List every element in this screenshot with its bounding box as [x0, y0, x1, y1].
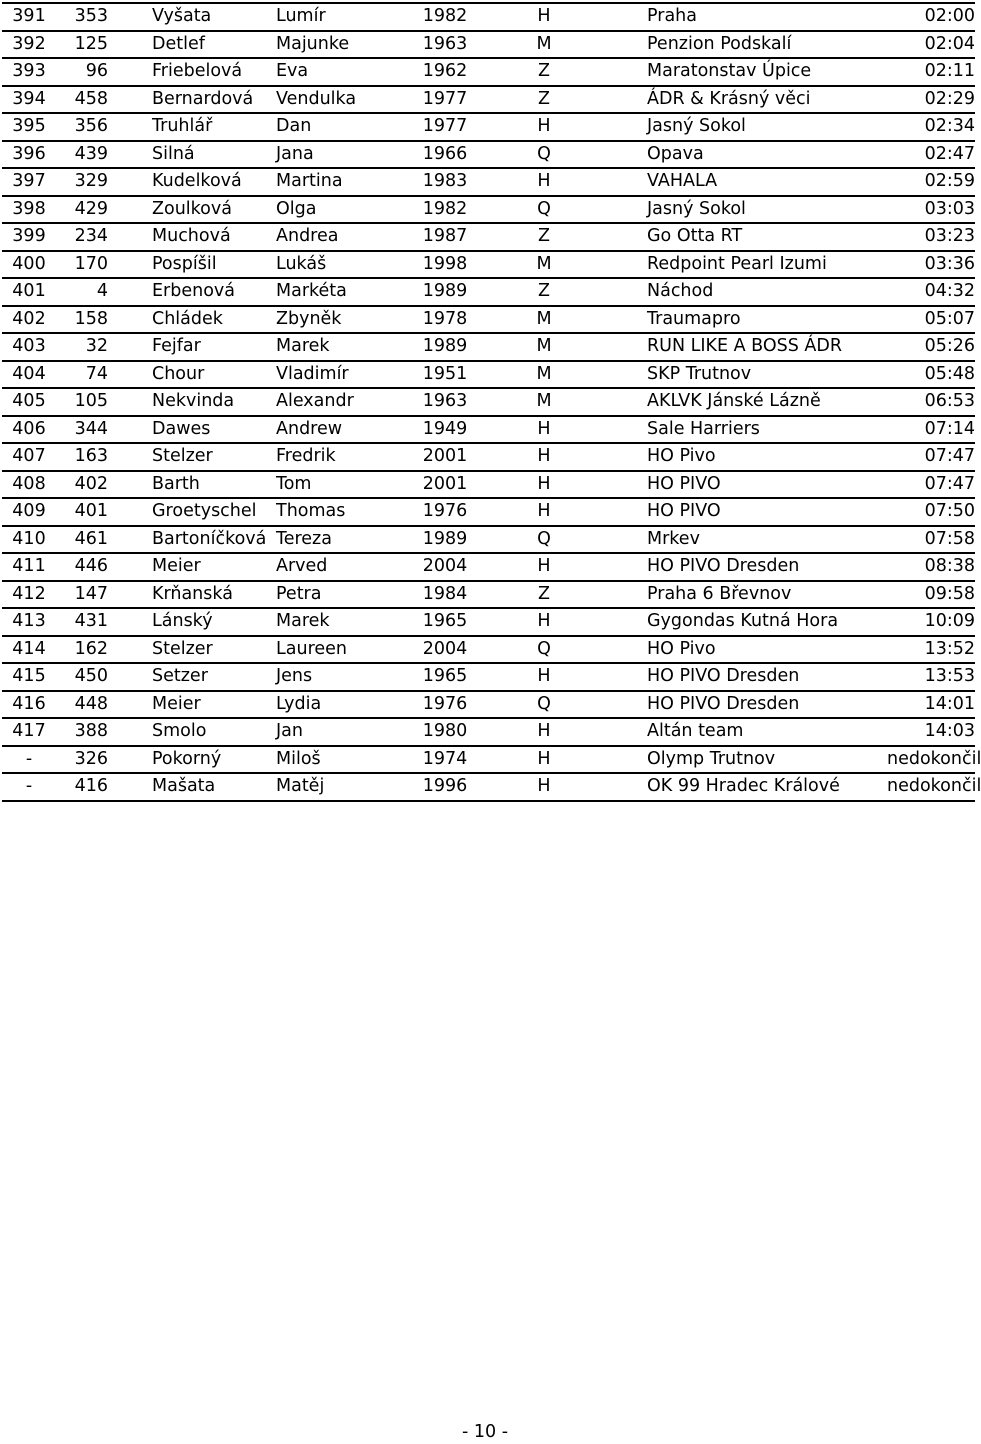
bib-cell: 401 — [56, 498, 114, 526]
time-cell: 03:23 — [887, 223, 975, 251]
category-cell: Z — [485, 86, 623, 114]
last-name-cell: Fejfar — [114, 333, 276, 361]
birth-year-cell: 1980 — [405, 718, 485, 746]
bib-cell: 353 — [56, 3, 114, 31]
last-name-cell: Bernardová — [114, 86, 276, 114]
bib-cell: 74 — [56, 361, 114, 389]
bib-cell: 439 — [56, 141, 114, 169]
category-cell: Z — [485, 278, 623, 306]
place-cell: 410 — [2, 526, 56, 554]
first-name-cell: Vendulka — [276, 86, 405, 114]
bib-cell: 329 — [56, 168, 114, 196]
club-cell: OK 99 Hradec Králové — [623, 773, 887, 801]
category-cell: H — [485, 498, 623, 526]
last-name-cell: Chládek — [114, 306, 276, 334]
time-cell: 07:58 — [887, 526, 975, 554]
place-cell: 415 — [2, 663, 56, 691]
category-cell: Q — [485, 141, 623, 169]
club-cell: Opava — [623, 141, 887, 169]
time-cell: 14:03 — [887, 718, 975, 746]
category-cell: Z — [485, 58, 623, 86]
category-cell: H — [485, 168, 623, 196]
bib-cell: 450 — [56, 663, 114, 691]
category-cell: H — [485, 553, 623, 581]
table-row — [2, 471, 975, 499]
category-cell: H — [485, 3, 623, 31]
bib-cell: 234 — [56, 223, 114, 251]
first-name-cell: Lumír — [276, 3, 405, 31]
place-cell: - — [2, 746, 56, 774]
bib-cell: 147 — [56, 581, 114, 609]
club-cell: Go Otta RT — [623, 223, 887, 251]
table-row — [2, 581, 975, 609]
time-cell: 13:53 — [887, 663, 975, 691]
last-name-cell: Stelzer — [114, 636, 276, 664]
table-row — [2, 498, 975, 526]
bib-cell: 446 — [56, 553, 114, 581]
birth-year-cell: 2001 — [405, 443, 485, 471]
table-row — [2, 306, 975, 334]
first-name-cell: Lydia — [276, 691, 405, 719]
bib-cell: 429 — [56, 196, 114, 224]
first-name-cell: Miloš — [276, 746, 405, 774]
club-cell: HO PIVO Dresden — [623, 663, 887, 691]
bib-cell: 402 — [56, 471, 114, 499]
category-cell: M — [485, 388, 623, 416]
bib-cell: 125 — [56, 31, 114, 59]
birth-year-cell: 2001 — [405, 471, 485, 499]
first-name-cell: Marek — [276, 333, 405, 361]
last-name-cell: Silná — [114, 141, 276, 169]
birth-year-cell: 1976 — [405, 691, 485, 719]
table-row — [2, 168, 975, 196]
time-cell: 03:03 — [887, 196, 975, 224]
place-cell: 395 — [2, 113, 56, 141]
club-cell: Jasný Sokol — [623, 113, 887, 141]
category-cell: H — [485, 113, 623, 141]
table-row — [2, 251, 975, 279]
first-name-cell: Lukáš — [276, 251, 405, 279]
place-cell: 391 — [2, 3, 56, 31]
club-cell: Náchod — [623, 278, 887, 306]
club-cell: Jasný Sokol — [623, 196, 887, 224]
bib-cell: 4 — [56, 278, 114, 306]
time-cell: 02:11 — [887, 58, 975, 86]
place-cell: 396 — [2, 141, 56, 169]
birth-year-cell: 1977 — [405, 86, 485, 114]
birth-year-cell: 1989 — [405, 333, 485, 361]
club-cell: SKP Trutnov — [623, 361, 887, 389]
first-name-cell: Jana — [276, 141, 405, 169]
category-cell: Z — [485, 581, 623, 609]
last-name-cell: Mašata — [114, 773, 276, 801]
first-name-cell: Tom — [276, 471, 405, 499]
club-cell: VAHALA — [623, 168, 887, 196]
first-name-cell: Fredrik — [276, 443, 405, 471]
table-row — [2, 636, 975, 664]
club-cell: HO PIVO — [623, 498, 887, 526]
results-table-body — [2, 3, 981, 801]
place-cell: 397 — [2, 168, 56, 196]
time-cell: 05:26 — [887, 333, 975, 361]
birth-year-cell: 1989 — [405, 278, 485, 306]
first-name-cell: Laureen — [276, 636, 405, 664]
birth-year-cell: 1984 — [405, 581, 485, 609]
club-cell: Sale Harriers — [623, 416, 887, 444]
last-name-cell: Smolo — [114, 718, 276, 746]
club-cell: AKLVK Jánské Lázně — [623, 388, 887, 416]
table-row — [2, 31, 975, 59]
birth-year-cell: 1978 — [405, 306, 485, 334]
bib-cell: 461 — [56, 526, 114, 554]
time-cell: 13:52 — [887, 636, 975, 664]
last-name-cell: Zoulková — [114, 196, 276, 224]
time-cell: 07:47 — [887, 471, 975, 499]
table-row — [2, 526, 975, 554]
birth-year-cell: 1982 — [405, 3, 485, 31]
bib-cell: 163 — [56, 443, 114, 471]
birth-year-cell: 1963 — [405, 31, 485, 59]
bib-cell: 32 — [56, 333, 114, 361]
time-cell: 06:53 — [887, 388, 975, 416]
last-name-cell: Setzer — [114, 663, 276, 691]
category-cell: H — [485, 663, 623, 691]
birth-year-cell: 1977 — [405, 113, 485, 141]
birth-year-cell: 1965 — [405, 663, 485, 691]
last-name-cell: Barth — [114, 471, 276, 499]
first-name-cell: Olga — [276, 196, 405, 224]
place-cell: 411 — [2, 553, 56, 581]
place-cell: 398 — [2, 196, 56, 224]
table-row — [2, 691, 975, 719]
club-cell: Penzion Podskalí — [623, 31, 887, 59]
bib-cell: 96 — [56, 58, 114, 86]
last-name-cell: Kudelková — [114, 168, 276, 196]
bib-cell: 158 — [56, 306, 114, 334]
last-name-cell: Bartoníčková — [114, 526, 276, 554]
place-cell: 405 — [2, 388, 56, 416]
category-cell: H — [485, 718, 623, 746]
table-row — [2, 333, 975, 361]
club-cell: Redpoint Pearl Izumi — [623, 251, 887, 279]
bib-cell: 105 — [56, 388, 114, 416]
first-name-cell: Alexandr — [276, 388, 405, 416]
last-name-cell: Chour — [114, 361, 276, 389]
category-cell: H — [485, 471, 623, 499]
place-cell: 416 — [2, 691, 56, 719]
last-name-cell: Truhlář — [114, 113, 276, 141]
table-row — [2, 388, 975, 416]
time-cell: 07:47 — [887, 443, 975, 471]
club-cell: HO Pivo — [623, 443, 887, 471]
category-cell: M — [485, 306, 623, 334]
time-cell: 08:38 — [887, 553, 975, 581]
birth-year-cell: 2004 — [405, 553, 485, 581]
club-cell: HO Pivo — [623, 636, 887, 664]
place-cell: 417 — [2, 718, 56, 746]
table-row — [2, 141, 975, 169]
place-cell: 402 — [2, 306, 56, 334]
first-name-cell: Thomas — [276, 498, 405, 526]
table-row — [2, 113, 975, 141]
last-name-cell: Meier — [114, 553, 276, 581]
first-name-cell: Tereza — [276, 526, 405, 554]
category-cell: H — [485, 773, 623, 801]
last-name-cell: Friebelová — [114, 58, 276, 86]
table-row — [2, 361, 975, 389]
place-cell: 408 — [2, 471, 56, 499]
time-cell: 02:59 — [887, 168, 975, 196]
table-row — [2, 86, 975, 114]
time-cell: 02:00 — [887, 3, 975, 31]
first-name-cell: Petra — [276, 581, 405, 609]
birth-year-cell: 1987 — [405, 223, 485, 251]
time-cell: 03:36 — [887, 251, 975, 279]
bib-cell: 356 — [56, 113, 114, 141]
club-cell: Olymp Trutnov — [623, 746, 887, 774]
club-cell: RUN LIKE A BOSS ÁDR — [623, 333, 887, 361]
first-name-cell: Majunke — [276, 31, 405, 59]
birth-year-cell: 1965 — [405, 608, 485, 636]
club-cell: Traumapro — [623, 306, 887, 334]
category-cell: M — [485, 251, 623, 279]
place-cell: 407 — [2, 443, 56, 471]
birth-year-cell: 1989 — [405, 526, 485, 554]
place-cell: 413 — [2, 608, 56, 636]
last-name-cell: Lánský — [114, 608, 276, 636]
category-cell: M — [485, 31, 623, 59]
bib-cell: 326 — [56, 746, 114, 774]
table-row — [2, 58, 975, 86]
time-cell: 02:34 — [887, 113, 975, 141]
place-cell: 404 — [2, 361, 56, 389]
club-cell: ÁDR & Krásný věci — [623, 86, 887, 114]
table-row — [2, 608, 975, 636]
bib-cell: 162 — [56, 636, 114, 664]
time-cell: 07:14 — [887, 416, 975, 444]
category-cell: H — [485, 416, 623, 444]
category-cell: H — [485, 443, 623, 471]
table-row — [2, 746, 975, 774]
last-name-cell: Nekvinda — [114, 388, 276, 416]
time-cell: 09:58 — [887, 581, 975, 609]
category-cell: H — [485, 608, 623, 636]
bib-cell: 170 — [56, 251, 114, 279]
club-cell: Praha — [623, 3, 887, 31]
first-name-cell: Marek — [276, 608, 405, 636]
place-cell: 394 — [2, 86, 56, 114]
birth-year-cell: 1998 — [405, 251, 485, 279]
table-row — [2, 718, 975, 746]
first-name-cell: Matěj — [276, 773, 405, 801]
last-name-cell: Stelzer — [114, 443, 276, 471]
birth-year-cell: 1983 — [405, 168, 485, 196]
birth-year-cell: 1976 — [405, 498, 485, 526]
bib-cell: 416 — [56, 773, 114, 801]
time-cell: nedokončil — [887, 746, 975, 774]
birth-year-cell: 1949 — [405, 416, 485, 444]
time-cell: 05:07 — [887, 306, 975, 334]
last-name-cell: Muchová — [114, 223, 276, 251]
club-cell: Altán team — [623, 718, 887, 746]
place-cell: 400 — [2, 251, 56, 279]
first-name-cell: Dan — [276, 113, 405, 141]
last-name-cell: Pokorný — [114, 746, 276, 774]
category-cell: M — [485, 333, 623, 361]
time-cell: 02:47 — [887, 141, 975, 169]
last-name-cell: Dawes — [114, 416, 276, 444]
birth-year-cell: 1963 — [405, 388, 485, 416]
last-name-cell: Erbenová — [114, 278, 276, 306]
results-table — [2, 2, 981, 802]
table-row — [2, 416, 975, 444]
last-name-cell: Pospíšil — [114, 251, 276, 279]
time-cell: 04:32 — [887, 278, 975, 306]
table-row — [2, 553, 975, 581]
club-cell: Praha 6 Břevnov — [623, 581, 887, 609]
first-name-cell: Andrea — [276, 223, 405, 251]
first-name-cell: Markéta — [276, 278, 405, 306]
club-cell: Mrkev — [623, 526, 887, 554]
club-cell: Maratonstav Úpice — [623, 58, 887, 86]
bib-cell: 458 — [56, 86, 114, 114]
first-name-cell: Zbyněk — [276, 306, 405, 334]
club-cell: HO PIVO — [623, 471, 887, 499]
birth-year-cell: 2004 — [405, 636, 485, 664]
time-cell: 10:09 — [887, 608, 975, 636]
place-cell: - — [2, 773, 56, 801]
bib-cell: 388 — [56, 718, 114, 746]
table-row — [2, 223, 975, 251]
first-name-cell: Eva — [276, 58, 405, 86]
table-row — [2, 663, 975, 691]
place-cell: 392 — [2, 31, 56, 59]
category-cell: Q — [485, 636, 623, 664]
birth-year-cell: 1982 — [405, 196, 485, 224]
first-name-cell: Vladimír — [276, 361, 405, 389]
first-name-cell: Martina — [276, 168, 405, 196]
last-name-cell: Vyšata — [114, 3, 276, 31]
club-cell: HO PIVO Dresden — [623, 691, 887, 719]
place-cell: 393 — [2, 58, 56, 86]
place-cell: 409 — [2, 498, 56, 526]
birth-year-cell: 1951 — [405, 361, 485, 389]
category-cell: M — [485, 361, 623, 389]
table-row — [2, 443, 975, 471]
place-cell: 401 — [2, 278, 56, 306]
birth-year-cell: 1996 — [405, 773, 485, 801]
place-cell: 403 — [2, 333, 56, 361]
bib-cell: 344 — [56, 416, 114, 444]
place-cell: 399 — [2, 223, 56, 251]
first-name-cell: Jan — [276, 718, 405, 746]
first-name-cell: Andrew — [276, 416, 405, 444]
last-name-cell: Krňanská — [114, 581, 276, 609]
club-cell: Gygondas Kutná Hora — [623, 608, 887, 636]
time-cell: 14:01 — [887, 691, 975, 719]
birth-year-cell: 1962 — [405, 58, 485, 86]
category-cell: H — [485, 746, 623, 774]
place-cell: 406 — [2, 416, 56, 444]
time-cell: 02:04 — [887, 31, 975, 59]
time-cell: 05:48 — [887, 361, 975, 389]
category-cell: Q — [485, 196, 623, 224]
birth-year-cell: 1974 — [405, 746, 485, 774]
page-number: - 10 - — [461, 1422, 509, 1442]
bib-cell: 431 — [56, 608, 114, 636]
birth-year-cell: 1966 — [405, 141, 485, 169]
last-name-cell: Meier — [114, 691, 276, 719]
last-name-cell: Groetyschel — [114, 498, 276, 526]
category-cell: Q — [485, 526, 623, 554]
place-cell: 414 — [2, 636, 56, 664]
time-cell: nedokončil — [887, 773, 975, 801]
table-row — [2, 773, 975, 801]
table-row — [2, 3, 975, 31]
first-name-cell: Arved — [276, 553, 405, 581]
bib-cell: 448 — [56, 691, 114, 719]
club-cell: HO PIVO Dresden — [623, 553, 887, 581]
time-cell: 02:29 — [887, 86, 975, 114]
category-cell: Z — [485, 223, 623, 251]
place-cell: 412 — [2, 581, 56, 609]
table-row — [2, 278, 975, 306]
time-cell: 07:50 — [887, 498, 975, 526]
last-name-cell: Detlef — [114, 31, 276, 59]
first-name-cell: Jens — [276, 663, 405, 691]
category-cell: Q — [485, 691, 623, 719]
table-row — [2, 196, 975, 224]
